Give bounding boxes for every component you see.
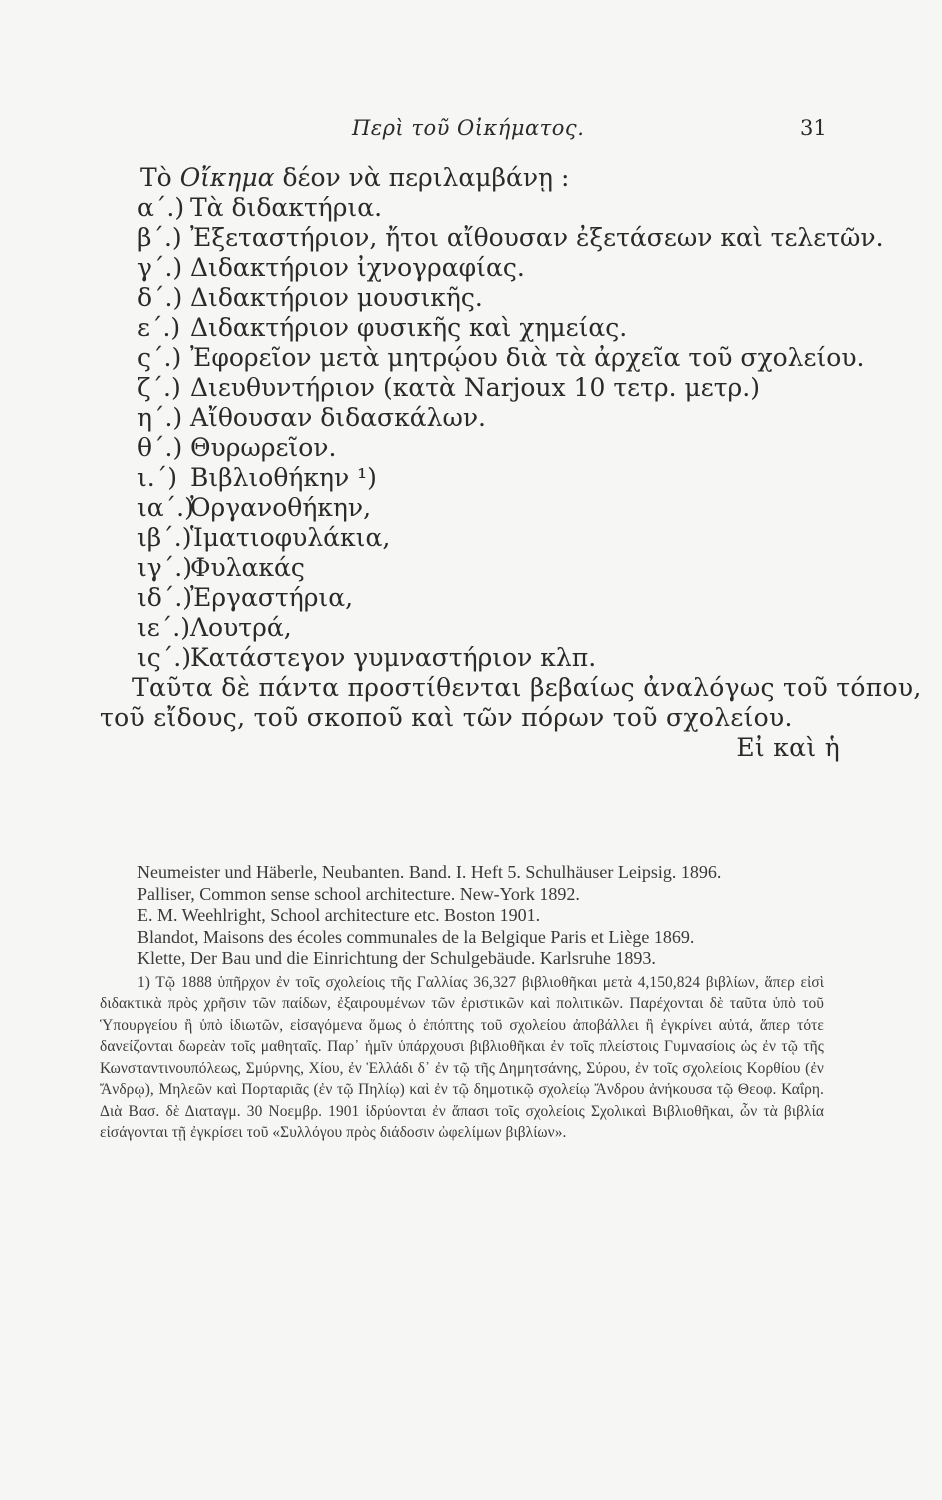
reference-entry: Klette, Der Bau und die Einrichtung der Schulgebäude. Karlsruhe 1893. [137,948,656,968]
list-item-text: Ὀργανοθήκην, [190,493,372,522]
room-list [100,193,884,673]
list-item [100,463,840,493]
list-item-number: ι.΄) [137,463,178,492]
list-item-number: γ΄.) [137,253,183,282]
list-item-text: Διδακτήριον ἰχνογραφίας. [190,253,525,282]
main-text [100,163,922,763]
list-item [100,223,884,253]
list-item [100,553,840,583]
list-item-text: Βιβλιοθήκην ¹) [190,463,377,492]
list-item-number: δ΄.) [137,283,183,312]
reference-entry: Neumeister und Häberle, Neubanten. Band. I. Heft 5. Schulhäuser Leipsig. 1896. [137,862,722,882]
list-item-text: Τὰ διδακτήρια. [190,193,383,222]
list-item-number: ζ΄.) [137,373,181,402]
list-item-text: Ἱματιοφυλάκια, [190,523,391,552]
page-number: 31 [800,116,827,140]
list-item [100,283,840,313]
list-item [100,643,840,673]
running-title: Περὶ τοῦ Οἰκήματος. [352,116,585,140]
intro-suffix: δέον νὰ περιλαμβάνῃ : [274,163,570,192]
paragraph-line-2-tail: Εἰ καὶ ἡ [736,733,840,762]
list-item [100,433,840,463]
reference-entry: E. M. Weehlright, School architecture etc. Boston 1901. [137,905,541,925]
list-item-number: ις΄.) [137,643,192,672]
list-item [100,313,840,343]
list-item-text: Διδακτήριον μουσικῆς. [190,283,483,312]
intro-prefix: Τὸ [140,163,180,192]
list-item-number: ιδ΄.) [137,583,193,612]
paragraph-line-2 [100,703,840,762]
list-item-number: ιγ΄.) [137,553,192,582]
list-item-text: Ἐργαστήρια, [190,583,354,612]
list-item-number: η΄.) [137,403,183,432]
reference-entry: Palliser, Common sense school architecture. New-York 1892. [137,883,580,904]
footnotes [100,862,824,1144]
intro-line [100,163,840,193]
list-item-text: Αἴθουσαν διδασκάλων. [190,403,486,432]
intro-emphasis: Οἴκημα [179,163,275,192]
list-item [100,253,840,283]
list-item-text: Λουτρά, [190,613,292,642]
list-item-text: Φυλακάς [190,553,305,582]
list-item [100,613,840,643]
list-item-number: ιε΄.) [137,613,190,642]
list-item [100,583,840,613]
list-item [100,343,865,373]
list-item-text: Ἐφορεῖον μετὰ μητρῴου διὰ τὰ ἀρχεῖα τοῦ σχολείου. [190,343,865,372]
list-item-number: θ΄.) [137,433,183,462]
page-header [0,116,942,146]
list-item-number: ς΄.) [137,343,182,372]
paragraph-line-2-text: τοῦ εἴδους, τοῦ σκοποῦ καὶ τῶν πόρων τοῦ σχολείου. [100,703,793,732]
list-item [100,493,840,523]
list-item-text: Θυρωρεῖον. [190,433,337,462]
list-item-number: ε΄.) [137,313,181,342]
list-item [100,193,840,223]
paragraph-line-1: Ταῦτα δὲ πάντα προστίθενται βεβαίως ἀναλόγως τοῦ τόπου, [132,673,922,702]
list-item-number: β΄.) [137,223,182,252]
list-item-text: Κατάστεγον γυμναστήριον κλπ. [190,643,597,672]
list-item-text: Ἐξεταστήριον, ἤτοι αἴθουσαν ἐξετάσεων καὶ τελετῶν. [190,223,884,252]
list-item-number: α΄.) [137,193,185,222]
reference-entry: Blandot, Maisons des écoles communales de la Belgique Paris et Liège 1869. [137,926,695,947]
list-item [100,523,840,553]
list-item [100,373,840,403]
list-item-text: Διευθυντήριον (κατὰ Narjoux 10 τετρ. μετρ.) [190,373,760,402]
list-item [100,403,840,433]
list-item-number: ια΄.) [137,493,194,522]
footnote-1: 1) Τῷ 1888 ὑπῆρχον ἐν τοῖς σχολείοις τῆς Γαλλίας 36,327 βιβλιοθῆκαι μετὰ 4,150,824 βιβλίων, ἅπερ εἰσὶ διδακτικὰ πρὸς χρῆσιν τῶν παίδων, ἐξαιρουμένων τῶν ἐριστικῶν καὶ πολιτικῶν. Παρέχονται δὲ ταῦτα ὑπὸ τοῦ Ὑπουργείου ἢ ὑπὸ ἰδιωτῶν, εἰσαγόμενα ὅμως ὁ ἐπόπτης τοῦ σχολείου ἀποβάλλει ἢ ἐγκρίνει αὐτά, ἅπερ τότε δανείζονται δωρεὰν τοῖς μαθηταῖς. Παρ᾽ ἡμῖν ὑπάρχουσι βιβλιοθῆκαι ἐν τοῖς πλείστοις Γυμνασίοις ὡς ἐν τῷ τῆς Κωνσταντινουπόλεως, Σμύρνης, Χίου, ἐν Ἑλλάδι δ᾽ ἐν τῷ τῆς Δημητσάνης, Σύρου, ἐν τοῖς σχολείοις Κορθίου (ἐν Ἄνδρῳ), Μηλεῶν καὶ Πορταριᾶς (ἐν τῷ Πηλίῳ) καὶ ἐν τῷ δημοτικῷ σχολείῳ Ἄνδρου ἀνήκουσα τῷ Θεοφ. Καΐρη. Διὰ Βασ. δὲ Διαταγμ. 30 Νοεμβρ. 1901 ἱδρύονται ἐν ἅπασι τοῖς σχολείοις Σχολικαὶ Βιβλιοθῆκαι, ὧν τὰ βιβλία εἰσάγονται τῇ ἐγκρίσει τοῦ «Συλλόγου πρὸς διάδοσιν ὠφελίμων βιβλίων». [100,973,824,1141]
list-item-number: ιβ΄.) [137,523,192,552]
list-item-text: Διδακτήριον φυσικῆς καὶ χημείας. [190,313,628,342]
